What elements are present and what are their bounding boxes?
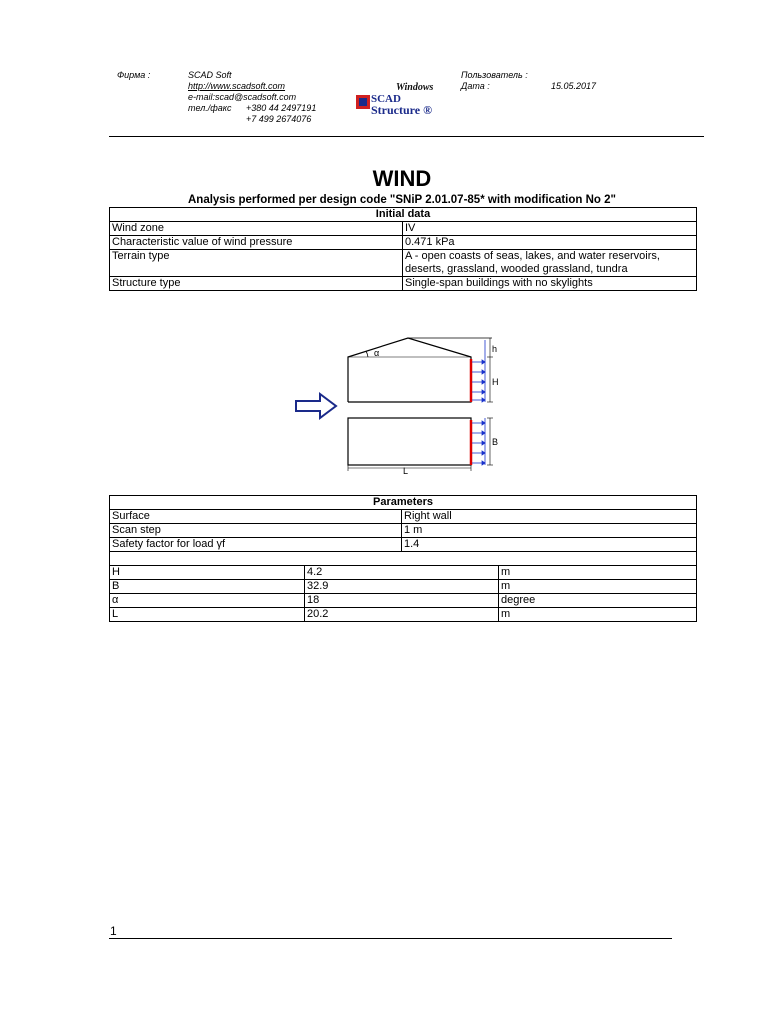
row-label: Characteristic value of wind pressure bbox=[110, 236, 403, 250]
dim-name: H bbox=[110, 566, 305, 580]
firm-name: SCAD Soft bbox=[188, 70, 232, 80]
h-label: h bbox=[492, 344, 498, 354]
dim-value: 32.9 bbox=[305, 580, 499, 594]
header-divider bbox=[109, 136, 704, 137]
table-row bbox=[110, 594, 697, 608]
initial-data-table bbox=[109, 207, 697, 291]
dim-unit: degree bbox=[499, 594, 697, 608]
H-label: H bbox=[492, 377, 499, 387]
row-value: 1 m bbox=[402, 524, 697, 538]
row-label: Safety factor for load γf bbox=[110, 538, 402, 552]
parameters-table bbox=[109, 495, 697, 622]
row-value: 1.4 bbox=[402, 538, 697, 552]
table-row bbox=[110, 250, 697, 277]
row-value: IV bbox=[403, 222, 697, 236]
initial-data-header: Initial data bbox=[110, 208, 697, 222]
dim-name: α bbox=[110, 594, 305, 608]
date-label: Дата : bbox=[461, 81, 490, 91]
spacer-row bbox=[110, 552, 697, 566]
dim-name: L bbox=[110, 608, 305, 622]
table-row bbox=[110, 222, 697, 236]
dim-value: 4.2 bbox=[305, 566, 499, 580]
table-header-row bbox=[110, 496, 697, 510]
plan-outline bbox=[348, 418, 471, 465]
dim-unit: m bbox=[499, 580, 697, 594]
parameters-header: Parameters bbox=[110, 496, 697, 510]
alpha-label: α bbox=[374, 348, 380, 358]
dim-value: 18 bbox=[305, 594, 499, 608]
table-row bbox=[110, 277, 697, 291]
phone-label: тел./факс bbox=[188, 103, 232, 113]
row-label: Wind zone bbox=[110, 222, 403, 236]
row-label: Scan step bbox=[110, 524, 402, 538]
row-label: Surface bbox=[110, 510, 402, 524]
row-label: Terrain type bbox=[110, 250, 403, 277]
dim-value: 20.2 bbox=[305, 608, 499, 622]
dim-unit: m bbox=[499, 566, 697, 580]
email-text: e-mail:scad@scadsoft.com bbox=[188, 92, 297, 102]
row-value: Right wall bbox=[402, 510, 697, 524]
page-number: 1 bbox=[110, 924, 117, 938]
elevation-outline bbox=[348, 338, 471, 402]
table-row bbox=[110, 236, 697, 250]
footer-divider bbox=[109, 938, 672, 939]
load-arrows-elevation bbox=[472, 340, 485, 402]
page-title: WIND bbox=[372, 166, 432, 191]
building-diagram bbox=[290, 328, 510, 474]
firm-label: Фирма : bbox=[117, 70, 151, 80]
row-value: A - open coasts of seas, lakes, and water reservoirs, deserts, grassland, wooded grassland, tundra bbox=[403, 250, 697, 277]
scad-logo bbox=[356, 82, 456, 118]
load-arrows-plan bbox=[472, 418, 485, 465]
logo-scad-text: SCAD bbox=[371, 93, 401, 105]
website-link[interactable]: http://www.scadsoft.com bbox=[188, 81, 286, 91]
table-row bbox=[110, 524, 697, 538]
dim-name: B bbox=[110, 580, 305, 594]
phone-2: +7 499 2674076 bbox=[246, 114, 312, 124]
phone-1: +380 44 2497191 bbox=[246, 103, 317, 113]
B-label: B bbox=[492, 437, 499, 447]
row-value: Single-span buildings with no skylights bbox=[403, 277, 697, 291]
logo-structure-text: Structure ® bbox=[371, 103, 433, 117]
user-label: Пользователь : bbox=[461, 70, 528, 80]
alpha-arc bbox=[366, 351, 368, 357]
table-row bbox=[110, 566, 697, 580]
date-value: 15.05.2017 bbox=[551, 81, 597, 91]
logo-mark-icon bbox=[356, 95, 370, 109]
table-row bbox=[110, 608, 697, 622]
table-row bbox=[110, 538, 697, 552]
table-row bbox=[110, 580, 697, 594]
dim-unit: m bbox=[499, 608, 697, 622]
L-label: L bbox=[403, 466, 409, 474]
table-header-row bbox=[110, 208, 697, 222]
wind-direction-arrow-icon bbox=[296, 394, 336, 418]
logo-windows-text: Windows bbox=[396, 82, 434, 93]
row-value: 0.471 kPa bbox=[403, 236, 697, 250]
table-row bbox=[110, 510, 697, 524]
row-label: Structure type bbox=[110, 277, 403, 291]
page-subtitle: Analysis performed per design code "SNiP 2.01.07-85* with modification No 2" bbox=[187, 194, 616, 206]
